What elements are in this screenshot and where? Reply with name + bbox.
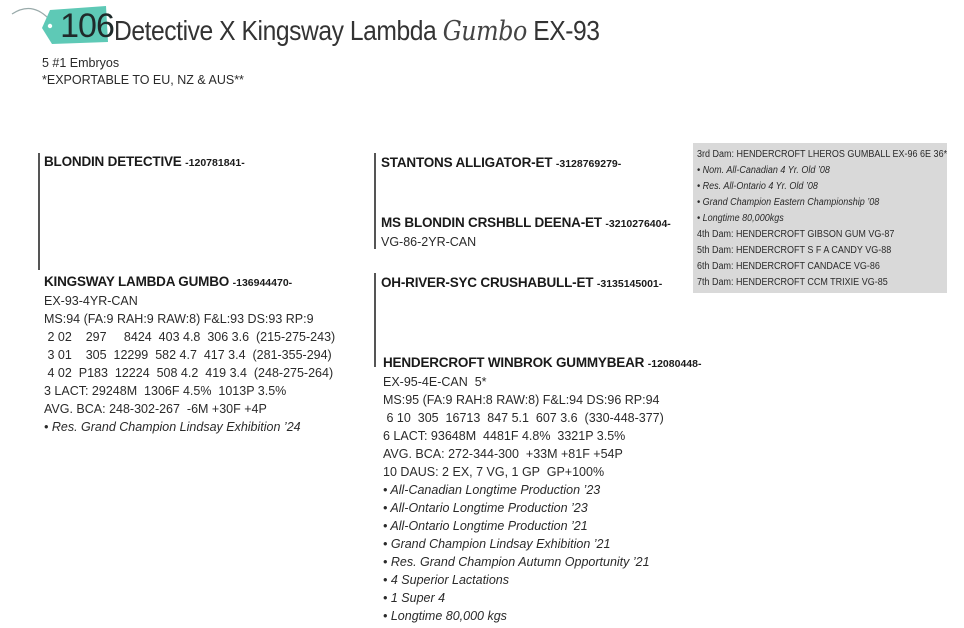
dam-record-2: 3 01 305 12299 582 4.7 417 3.4 (281-355-294): [44, 348, 332, 362]
subtitle-embryos: 5 #1 Embryos: [42, 56, 120, 70]
dam-sire-name: OH-RIVER-SYC CRUSHABULL-ET -3135145001-: [381, 275, 663, 290]
sire-reg: -120781841-: [185, 157, 245, 169]
sire-sire-name: STANTONS ALLIGATOR-ET -3128769279-: [381, 155, 622, 170]
lot-number: 106: [60, 7, 114, 45]
sire-bracket: [38, 153, 40, 270]
dam-dam-award-1: • All-Canadian Longtime Production ’23: [383, 483, 601, 497]
dam-sire-reg: -3135145001-: [596, 278, 663, 290]
fifth-dam: 5th Dam: HENDERCROFT S F A CANDY VG-88: [697, 245, 892, 256]
dam-dam-award-6: • 4 Superior Lactations: [383, 573, 509, 587]
third-dam-award-3: • Grand Champion Eastern Championship ’08: [697, 197, 880, 208]
sire-sire-reg: -3128769279-: [555, 158, 622, 170]
dam-record-3: 4 02 P183 12224 508 4.2 419 3.4 (248-275-264): [44, 366, 334, 380]
sire-sire-block: [381, 154, 621, 173]
subtitle-export: *EXPORTABLE TO EU, NZ & AUS**: [42, 73, 244, 87]
dam-block: [44, 273, 335, 436]
sire-sire-bracket: [374, 153, 376, 249]
dam-dam-classification: EX-95-4E-CAN 5*: [383, 375, 487, 389]
dam-dam-block: [383, 354, 701, 625]
sire-dam-name: MS BLONDIN CRSHBLL DEENA-ET -3210276404-: [381, 215, 671, 230]
dam-dam-daughters: 10 DAUS: 2 EX, 7 VG, 1 GP GP+100%: [383, 465, 605, 479]
dam-dam-avg-bca: AVG. BCA: 272-344-300 +33M +81F +54P: [383, 447, 623, 461]
dam-classification: EX-93-4YR-CAN: [44, 294, 138, 308]
title-main: Detective X Kingsway Lambda: [114, 15, 443, 46]
title-suffix: EX-93: [526, 15, 600, 46]
page-title: [114, 14, 600, 49]
dam-dam-record: 6 10 305 16713 847 5.1 607 3.6 (330-448-377): [383, 411, 664, 425]
dam-dam-award-2: • All-Ontario Longtime Production ’23: [383, 501, 588, 515]
title-script: Gumbo: [442, 16, 527, 47]
dam-mammary-score: MS:94 (FA:9 RAH:9 RAW:8) F&L:93 DS:93 RP:9: [44, 312, 314, 326]
extended-dams-box: [693, 143, 947, 293]
dam-lactation-total: 3 LACT: 29248M 1306F 4.5% 1013P 3.5%: [44, 384, 287, 398]
sixth-dam: 6th Dam: HENDERCROFT CANDACE VG-86: [697, 261, 880, 272]
dam-dam-mammary-score: MS:95 (FA:9 RAH:8 RAW:8) F&L:94 DS:96 RP:94: [383, 393, 660, 407]
third-dam: 3rd Dam: HENDERCROFT LHEROS GUMBALL EX-96 6E 36*: [697, 149, 948, 160]
dam-name: KINGSWAY LAMBDA GUMBO -136944470-: [44, 274, 293, 289]
dam-dam-lactation-total: 6 LACT: 93648M 4481F 4.8% 3321P 3.5%: [383, 429, 626, 443]
dam-award: • Res. Grand Champion Lindsay Exhibition ’24: [44, 420, 301, 434]
dam-dam-award-4: • Grand Champion Lindsay Exhibition ’21: [383, 537, 611, 551]
sire-block: [44, 153, 245, 172]
dam-avg-bca: AVG. BCA: 248-302-267 -6M +30F +4P: [44, 402, 267, 416]
dam-sire-block: [381, 274, 662, 293]
dam-sire-bracket: [374, 273, 376, 367]
seventh-dam: 7th Dam: HENDERCROFT CCM TRIXIE VG-85: [697, 277, 888, 288]
sire-dam-reg: -3210276404-: [605, 218, 671, 230]
third-dam-award-2: • Res. All-Ontario 4 Yr. Old ’08: [697, 181, 818, 192]
third-dam-award-1: • Nom. All-Canadian 4 Yr. Old ’08: [697, 165, 830, 176]
dam-dam-award-5: • Res. Grand Champion Autumn Opportunity ’21: [383, 555, 650, 569]
dam-dam-award-8: • Longtime 80,000 kgs: [383, 609, 507, 623]
third-dam-award-4: • Longtime 80,000kgs: [697, 213, 784, 224]
dam-dam-reg: -12080448-: [647, 358, 702, 370]
fourth-dam: 4th Dam: HENDERCROFT GIBSON GUM VG-87: [697, 229, 895, 240]
dam-dam-award-7: • 1 Super 4: [383, 591, 446, 605]
dam-dam-award-3: • All-Ontario Longtime Production ’21: [383, 519, 588, 533]
lot-tag: [10, 4, 114, 46]
dam-dam-name: HENDERCROFT WINBROK GUMMYBEAR -12080448-: [383, 355, 702, 370]
sire-dam-classification: VG-86-2YR-CAN: [381, 235, 477, 249]
sire-name: BLONDIN DETECTIVE -120781841-: [44, 154, 245, 169]
sire-dam-block: [381, 214, 671, 251]
dam-record-1: 2 02 297 8424 403 4.8 306 3.6 (215-275-243): [44, 330, 336, 344]
dam-reg: -136944470-: [232, 277, 293, 289]
